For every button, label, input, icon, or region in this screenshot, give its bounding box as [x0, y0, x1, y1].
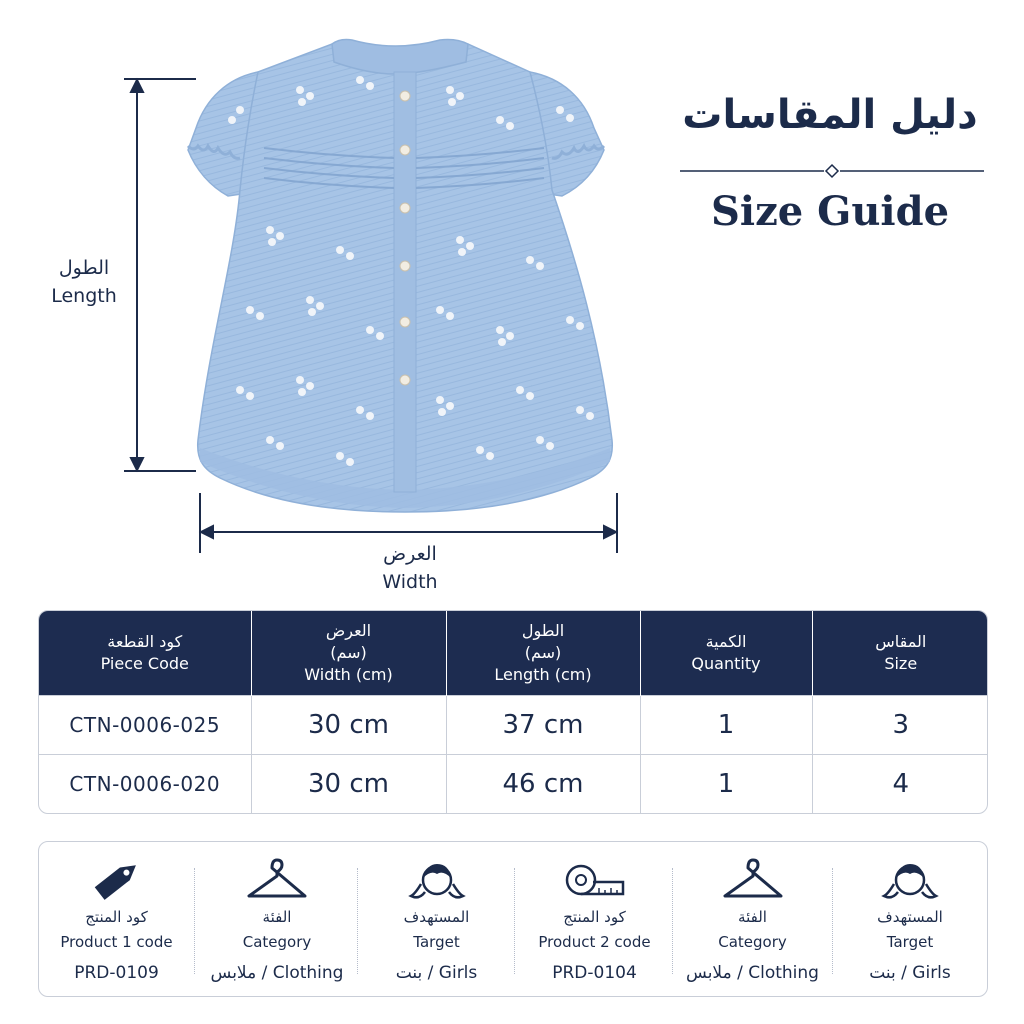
header-width	[251, 611, 446, 696]
title-divider	[680, 163, 984, 179]
header-english: Size	[884, 654, 918, 673]
info-arabic: الفئة	[738, 908, 767, 926]
info-target	[834, 842, 986, 998]
info-arabic: المستهدف	[403, 908, 470, 926]
info-value: PRD-0104	[552, 963, 637, 983]
info-english: Product 2 code	[538, 933, 651, 951]
header-unit: (سم)	[330, 643, 367, 662]
girl-face-icon	[878, 854, 942, 906]
info-product-2-code	[517, 842, 672, 998]
size-table	[38, 610, 988, 814]
header-arabic: الطول	[521, 621, 565, 640]
width-label-english: Width	[382, 571, 438, 593]
hanger-icon	[721, 854, 785, 906]
header-size	[812, 611, 988, 696]
width-label-arabic: العرض	[383, 543, 437, 565]
table-row	[39, 755, 988, 813]
table-header-row	[39, 611, 988, 696]
dotted-divider	[514, 868, 515, 974]
measuring-tape-icon	[563, 854, 627, 906]
info-english: Target	[413, 933, 460, 951]
info-target	[359, 842, 514, 998]
info-value: بنت / Girls	[395, 963, 478, 983]
price-tag-icon	[85, 854, 149, 906]
length-label-english: Length	[51, 285, 117, 307]
info-arabic: كود المنتج	[85, 908, 148, 926]
girl-face-icon	[405, 854, 469, 906]
header-unit: (سم)	[524, 643, 562, 662]
header-english: Piece Code	[100, 654, 189, 673]
info-category	[197, 842, 357, 998]
product-info-panel	[38, 841, 988, 997]
dotted-divider	[832, 868, 833, 974]
dotted-divider	[194, 868, 195, 974]
header-arabic: كود القطعة	[107, 632, 183, 651]
header-english: Quantity	[691, 654, 761, 673]
dotted-divider	[357, 868, 358, 974]
header-length	[446, 611, 640, 696]
width-cell: 30 cm	[251, 696, 446, 755]
length-arrow	[124, 79, 196, 471]
header-arabic: الكمية	[705, 632, 747, 651]
hanger-icon	[245, 854, 309, 906]
info-english: Target	[886, 933, 934, 951]
quantity-cell: 1	[640, 755, 812, 813]
info-english: Product 1 code	[60, 933, 173, 951]
header-arabic: المقاس	[875, 632, 927, 651]
header-english: Length (cm)	[494, 665, 592, 684]
size-cell: 3	[812, 696, 988, 755]
header-piece-code	[39, 611, 251, 696]
info-english: Category	[242, 933, 312, 951]
quantity-cell: 1	[640, 696, 812, 755]
info-value: PRD-0109	[74, 963, 159, 983]
length-label-arabic: الطول	[58, 257, 110, 279]
length-label	[38, 254, 130, 310]
header-arabic: العرض	[325, 621, 372, 640]
piece-code-cell: CTN-0006-025	[39, 696, 251, 755]
header-quantity	[640, 611, 812, 696]
info-arabic: الفئة	[262, 908, 292, 926]
info-arabic: المستهدف	[877, 908, 943, 926]
denim-blouse-image	[120, 30, 640, 610]
dotted-divider	[672, 868, 673, 974]
info-value: بنت / Girls	[869, 963, 951, 983]
length-cell: 46 cm	[446, 755, 640, 813]
info-arabic: كود المنتج	[563, 908, 626, 926]
title-arabic: دليل المقاسات	[682, 92, 978, 138]
width-label	[330, 540, 490, 596]
info-product-1-code	[39, 842, 194, 998]
info-value: ملابس / Clothing	[686, 963, 819, 983]
size-cell: 4	[812, 755, 988, 813]
title-english: Size Guide	[710, 188, 950, 235]
length-cell: 37 cm	[446, 696, 640, 755]
info-english: Category	[718, 933, 787, 951]
header-english: Width (cm)	[304, 665, 393, 684]
info-value: ملابس / Clothing	[210, 963, 344, 983]
piece-code-cell: CTN-0006-020	[39, 755, 251, 813]
table-row	[39, 696, 988, 755]
info-category	[675, 842, 830, 998]
width-cell: 30 cm	[251, 755, 446, 813]
